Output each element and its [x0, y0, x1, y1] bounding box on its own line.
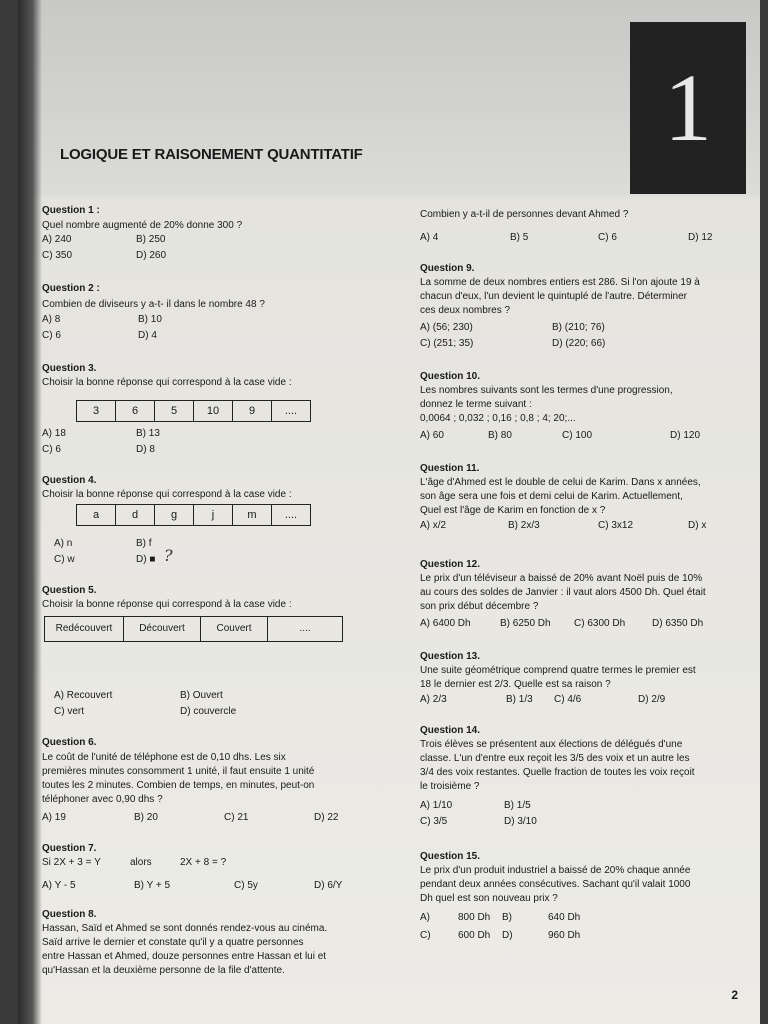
q4-option-a: A) n [54, 538, 73, 549]
q12-option-c: C) 6300 Dh [574, 618, 626, 629]
q3-text: Choisir la bonne réponse qui correspond à la case vide : [42, 377, 292, 388]
q2-title: Question 2 : [42, 283, 100, 294]
q10-option-b: B) 80 [488, 430, 512, 441]
q6-option-d: D) 22 [314, 812, 339, 823]
q1-title: Question 1 : [42, 205, 100, 216]
q4-option-b: B) f [136, 538, 152, 549]
q11-line: L'âge d'Ahmed est le double de celui de Karim. Dans x années, [420, 477, 701, 488]
q6-option-c: C) 21 [224, 812, 249, 823]
q12-option-a: A) 6400 Dh [420, 618, 471, 629]
q2-text: Combien de diviseurs y a-t- il dans le nombre 48 ? [42, 299, 265, 310]
q14-option-b: B) 1/5 [504, 800, 531, 811]
q15-title: Question 15. [420, 851, 481, 862]
q10-text [420, 384, 744, 426]
q13-option-c: C) 4/6 [554, 694, 582, 705]
q4-sequence-table [76, 504, 311, 526]
q14-option-d: D) 3/10 [504, 816, 537, 827]
page-number: 2 [731, 988, 738, 1002]
q8-question: Combien y a-t-il de personnes devant Ahmed ? [420, 209, 629, 220]
q10-option-a: A) 60 [420, 430, 444, 441]
q15-option-d-label: D) [502, 930, 513, 941]
q3-option-b: B) 13 [136, 428, 160, 439]
q2-option-d: D) 4 [138, 330, 157, 341]
q6-line: premières minutes consomment 1 unité, il faut ensuite 1 unité [42, 766, 315, 777]
q7-option-c: C) 5y [234, 880, 258, 891]
q15-option-d-value: 960 Dh [548, 930, 581, 941]
q4-title: Question 4. [42, 475, 97, 486]
q14-line: classe. L'un d'entre eux reçoit les 3/5 des voix et un autre les [420, 753, 690, 764]
q2-option-b: B) 10 [138, 314, 162, 325]
q8-line: Hassan, Saïd et Ahmed se sont donnés rendez-vous au cinéma. [42, 923, 328, 934]
q10-line: 0,0064 ; 0,032 ; 0,16 ; 0,8 ; 4; 20;... [420, 413, 576, 424]
q14-option-a: A) 1/10 [420, 800, 453, 811]
q9-line: ces deux nombres ? [420, 305, 511, 316]
q8-title: Question 8. [42, 909, 97, 920]
q9-option-a: A) (56; 230) [420, 322, 473, 333]
q10-line: Les nombres suivants sont les termes d'une progression, [420, 385, 673, 396]
q7-text-alors: alors [130, 857, 152, 868]
binding-shadow [18, 0, 42, 1024]
q15-option-c-value: 600 Dh [458, 930, 491, 941]
q3-cell: 3 [77, 401, 116, 421]
q7-option-b: B) Y + 5 [134, 880, 171, 891]
q6-line: téléphoner avec 0,90 dhs ? [42, 794, 163, 805]
q1-option-a: A) 240 [42, 234, 72, 245]
q13-option-d: D) 2/9 [638, 694, 666, 705]
q11-title: Question 11. [420, 463, 480, 474]
q9-title: Question 9. [420, 263, 475, 274]
q4-handwritten-mark: ? [164, 546, 173, 565]
q4-option-d: D) ■ [136, 554, 156, 565]
q6-line: toutes les 2 minutes. Combien de temps, en minutes, peut-on [42, 780, 315, 791]
q2-option-a: A) 8 [42, 314, 61, 325]
q10-option-c: C) 100 [562, 430, 593, 441]
q15-line: Dh quel est son nouveau prix ? [420, 893, 558, 904]
q11-line: Quel est l'âge de Karim en fonction de x ? [420, 505, 606, 516]
q4-cell: j [194, 505, 233, 525]
q13-option-b: B) 1/3 [506, 694, 533, 705]
q9-option-b: B) (210; 76) [552, 322, 605, 333]
q4-cell: d [116, 505, 155, 525]
q15-option-a-value: 800 Dh [458, 912, 491, 923]
q12-line: au cours des soldes de Janvier : il vaut alors 4500 Dh. Quel était [420, 587, 706, 598]
q1-option-d: D) 260 [136, 250, 167, 261]
q5-option-b: B) Ouvert [180, 690, 223, 701]
q15-option-a-label: A) [420, 912, 430, 923]
q4-option-c: C) w [54, 554, 75, 565]
q9-option-c: C) (251; 35) [420, 338, 474, 349]
q10-line: donnez le terme suivant : [420, 399, 532, 410]
q11-option-d: D) x [688, 520, 707, 531]
q9-text [420, 276, 744, 318]
q8-line: qu'Hassan et la deuxième personne de la file d'attente. [42, 965, 285, 976]
q4-text: Choisir la bonne réponse qui correspond à la case vide : [42, 489, 292, 500]
q7-text-eq2: 2X + 8 = ? [180, 857, 227, 868]
q11-option-b: B) 2x/3 [508, 520, 540, 531]
q3-option-c: C) 6 [42, 444, 61, 455]
q12-line: son prix début décembre ? [420, 601, 539, 612]
q5-option-c: C) vert [54, 706, 84, 717]
q2-option-c: C) 6 [42, 330, 61, 341]
q12-option-d: D) 6350 Dh [652, 618, 704, 629]
q5-text: Choisir la bonne réponse qui correspond à la case vide : [42, 599, 292, 610]
q3-cell: .... [284, 405, 298, 417]
q14-text [420, 738, 744, 794]
q6-title: Question 6. [42, 737, 97, 748]
q8-text [42, 922, 376, 978]
q4-cell: m [233, 505, 272, 525]
document-page [18, 0, 760, 1024]
q5-option-d: D) couvercle [180, 706, 237, 717]
q8-option-b: B) 5 [510, 232, 529, 243]
q4-cell: g [155, 505, 194, 525]
q14-line: Trois élèves se présentent aux élections de délégués d'une [420, 739, 683, 750]
q3-option-a: A) 18 [42, 428, 66, 439]
q8-option-c: C) 6 [598, 232, 617, 243]
q6-option-a: A) 19 [42, 812, 66, 823]
q6-line: Le coût de l'unité de téléphone est de 0,10 dhs. Les six [42, 752, 286, 763]
q5-cell: Redécouvert [45, 617, 124, 641]
q14-line: le troisième ? [420, 781, 480, 792]
q9-option-d: D) (220; 66) [552, 338, 606, 349]
q15-option-b-value: 640 Dh [548, 912, 581, 923]
q13-option-a: A) 2/3 [420, 694, 447, 705]
q12-text [420, 572, 744, 614]
q4-cell: .... [284, 509, 298, 521]
q11-text [420, 476, 744, 518]
q6-option-b: B) 20 [134, 812, 158, 823]
q15-text [420, 864, 744, 906]
q7-option-a: A) Y - 5 [42, 880, 76, 891]
q15-line: Le prix d'un produit industriel a baissé de 20% chaque année [420, 865, 691, 876]
q11-option-a: A) x/2 [420, 520, 447, 531]
q8-line: entre Hassan et Ahmed, douze personnes entre Hassan et lui et [42, 951, 327, 962]
q14-option-c: C) 3/5 [420, 816, 448, 827]
q4-cell: a [77, 505, 116, 525]
q7-title: Question 7. [42, 843, 97, 854]
q3-cell: 10 [194, 401, 233, 421]
q11-option-c: C) 3x12 [598, 520, 634, 531]
q13-line: 18 le dernier est 2/3. Quelle est sa raison ? [420, 679, 611, 690]
q1-text: Quel nombre augmenté de 20% donne 300 ? [42, 220, 243, 231]
q10-title: Question 10. [420, 371, 481, 382]
q13-title: Question 13. [420, 651, 481, 662]
q7-text-eq1: Si 2X + 3 = Y [42, 857, 101, 868]
q3-cell: 5 [155, 401, 194, 421]
q12-title: Question 12. [420, 559, 481, 570]
q1-option-b: B) 250 [136, 234, 166, 245]
q7-option-d: D) 6/Y [314, 880, 343, 891]
chapter-number: 1 [630, 22, 746, 194]
chapter-title: LOGIQUE ET RAISONEMENT QUANTITATIF [60, 146, 363, 163]
q5-cell: Couvert [201, 617, 268, 641]
q14-title: Question 14. [420, 725, 481, 736]
q8-line: Saïd arrive le dernier et constate qu'il y a quatre personnes [42, 937, 304, 948]
q5-cell: Découvert [124, 617, 201, 641]
q5-title: Question 5. [42, 585, 97, 596]
q12-option-b: B) 6250 Dh [500, 618, 551, 629]
q11-line: son âge sera une fois et demi celui de Karim. Actuellement, [420, 491, 683, 502]
q8-option-d: D) 12 [688, 232, 713, 243]
q12-line: Le prix d'un téléviseur a baissé de 20% avant Noël puis de 10% [420, 573, 703, 584]
q5-word-table [44, 616, 343, 642]
q3-cell: 9 [233, 401, 272, 421]
q5-cell: .... [299, 623, 311, 634]
q9-line: chacun d'eux, l'un devient le quintuplé de l'autre. Déterminer [420, 291, 688, 302]
q3-option-d: D) 8 [136, 444, 155, 455]
q13-text [420, 664, 744, 692]
q15-option-b-label: B) [502, 912, 512, 923]
q10-option-d: D) 120 [670, 430, 701, 441]
q5-option-a: A) Recouvert [54, 690, 113, 701]
q3-cell: 6 [116, 401, 155, 421]
q1-option-c: C) 350 [42, 250, 73, 261]
q14-line: 3/4 des voix restantes. Quelle fraction de toutes les voix reçoit [420, 767, 695, 778]
q3-title: Question 3. [42, 363, 97, 374]
q8-option-a: A) 4 [420, 232, 439, 243]
q9-line: La somme de deux nombres entiers est 286. Si l'on ajoute 19 à [420, 277, 700, 288]
q3-sequence-table [76, 400, 311, 422]
q6-text [42, 751, 376, 807]
q13-line: Une suite géométrique comprend quatre termes le premier est [420, 665, 696, 676]
q15-line: pendant deux années consécutives. Sachant qu'il valait 1000 [420, 879, 691, 890]
q15-option-c-label: C) [420, 930, 431, 941]
